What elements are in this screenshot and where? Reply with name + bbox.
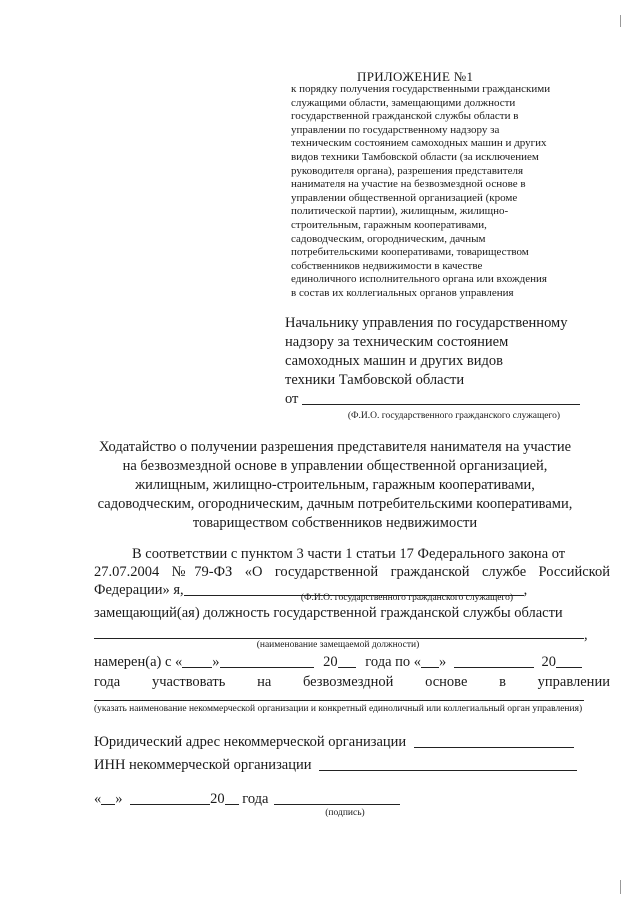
appendix-line: единоличного исполнительного органа или вхождения <box>291 273 547 286</box>
year-prefix: 20 <box>541 654 557 670</box>
from-name-field[interactable] <box>302 390 580 405</box>
comma: , <box>523 582 528 598</box>
appendix-line: строительным, гаражным кооперативами, <box>291 218 487 231</box>
appendix-line: садоводческим, огородническим, дачным <box>291 232 486 245</box>
word: года <box>94 674 121 690</box>
date-month-field[interactable] <box>130 790 210 805</box>
intent-row <box>94 653 610 671</box>
heading-line: на безвозмездной основе в управлении общественной организацией, <box>122 458 548 474</box>
from-day-field[interactable] <box>182 653 212 668</box>
heading-line: жилищным, жилищно-строительным, гаражным кооперативами, <box>135 477 535 493</box>
intent-from-label: намерен(а) с « <box>94 654 183 670</box>
word: на <box>257 674 272 690</box>
word: в <box>499 674 506 690</box>
para-line: 27.07.2004 №79-ФЗ «О государственной гражданской службе Российской <box>94 564 610 580</box>
addressee-line: техники Тамбовской области <box>285 372 465 388</box>
year-prefix: 20 <box>210 791 225 807</box>
legal-address-field[interactable] <box>414 733 574 748</box>
appendix-line: нанимателя на участие на безвозмездной основе в <box>291 178 526 191</box>
comma: , <box>584 627 588 643</box>
word: управлении <box>537 674 610 690</box>
position-field[interactable] <box>94 624 584 639</box>
petition-paragraph <box>94 545 610 599</box>
signature-field[interactable] <box>274 790 400 805</box>
appendix-line: управлении общественной организацией (кроме <box>291 191 518 204</box>
petition-heading <box>60 438 610 533</box>
signature-caption: (подпись) <box>325 808 365 818</box>
appendix-line: руководителя органа), разрешения представителя <box>291 164 524 177</box>
from-month-field[interactable] <box>220 653 314 668</box>
inn-field[interactable] <box>319 756 577 771</box>
quote: » <box>212 654 220 670</box>
from-year-field[interactable] <box>338 653 356 668</box>
word: безвозмездной <box>302 674 394 690</box>
appendix-line: политической партии), жилищным, жилищно- <box>291 205 509 218</box>
participation-row <box>94 674 610 691</box>
para-line: Федерации» я, <box>94 582 184 598</box>
to-year-field[interactable] <box>556 653 582 668</box>
appendix-line: управлении по государственному надзору за <box>291 123 500 136</box>
appendix-line: потребительскими кооперативами, товариществом <box>291 246 529 259</box>
word: основе <box>425 674 468 690</box>
from-label: от <box>285 391 299 407</box>
scan-mark <box>620 15 621 27</box>
organization-caption: (указать наименование некоммерческой организации и конкретный единоличный или коллегиальный орган управления) <box>94 704 583 714</box>
addressee-line: надзору за техническим состоянием <box>285 334 509 350</box>
organization-field[interactable] <box>94 700 584 701</box>
appendix-title: ПРИЛОЖЕНИЕ №1 <box>357 69 474 84</box>
appendix-line: техническим состоянием самоходных машин и других <box>291 137 547 150</box>
word: участвовать <box>151 674 226 690</box>
heading-line: садоводческим, огородническим, дачным потребительскими кооперативами, <box>97 496 573 512</box>
year-prefix: 20 <box>323 654 338 670</box>
to-day-field[interactable] <box>421 653 439 668</box>
position-line: замещающий(ая) должность государственной гражданской службы области <box>94 605 563 621</box>
intent-to-label: года по « <box>365 654 422 670</box>
date-row <box>94 790 610 808</box>
heading-line: Ходатайство о получении разрешения представителя нанимателя на участие <box>98 439 572 455</box>
fio-caption: (Ф.И.О. государственного гражданского служащего) <box>300 593 514 603</box>
appendix-line: собственников недвижимости в качестве <box>291 259 483 272</box>
addressee-block <box>285 314 615 426</box>
inn-label: ИНН некоммерческой организации <box>94 757 312 773</box>
quote: » <box>439 654 447 670</box>
quote: « <box>94 791 102 807</box>
appendix-line: в состав их коллегиальных органов управления <box>291 286 514 299</box>
date-day-field[interactable] <box>101 790 115 805</box>
addressee-line: самоходных машин и других видов <box>285 353 503 369</box>
date-year-field[interactable] <box>225 790 239 805</box>
to-month-field[interactable] <box>454 653 534 668</box>
appendix-description <box>291 83 611 301</box>
appendix-line: государственной гражданской службы области в <box>291 110 519 123</box>
quote: » <box>115 791 123 807</box>
appendix-line: служащими области, замещающими должности <box>291 96 516 109</box>
legal-address-label: Юридический адрес некоммерческой организации <box>94 734 407 750</box>
para-line: В соответствии с пунктом 3 части 1 статьи 17 Федерального закона от <box>132 546 566 562</box>
appendix-line: видов техники Тамбовской области (за исключением <box>291 150 539 163</box>
appendix-line: к порядку получения государственными гражданскими <box>291 83 551 95</box>
from-caption: (Ф.И.О. государственного гражданского служащего) <box>347 411 561 421</box>
addressee-line: Начальнику управления по государственному <box>285 315 568 331</box>
position-caption: (наименование замещаемой должности) <box>256 640 420 650</box>
heading-line: товариществом собственников недвижимости <box>192 515 478 531</box>
year-word: года <box>242 791 269 807</box>
scan-mark <box>620 880 621 894</box>
